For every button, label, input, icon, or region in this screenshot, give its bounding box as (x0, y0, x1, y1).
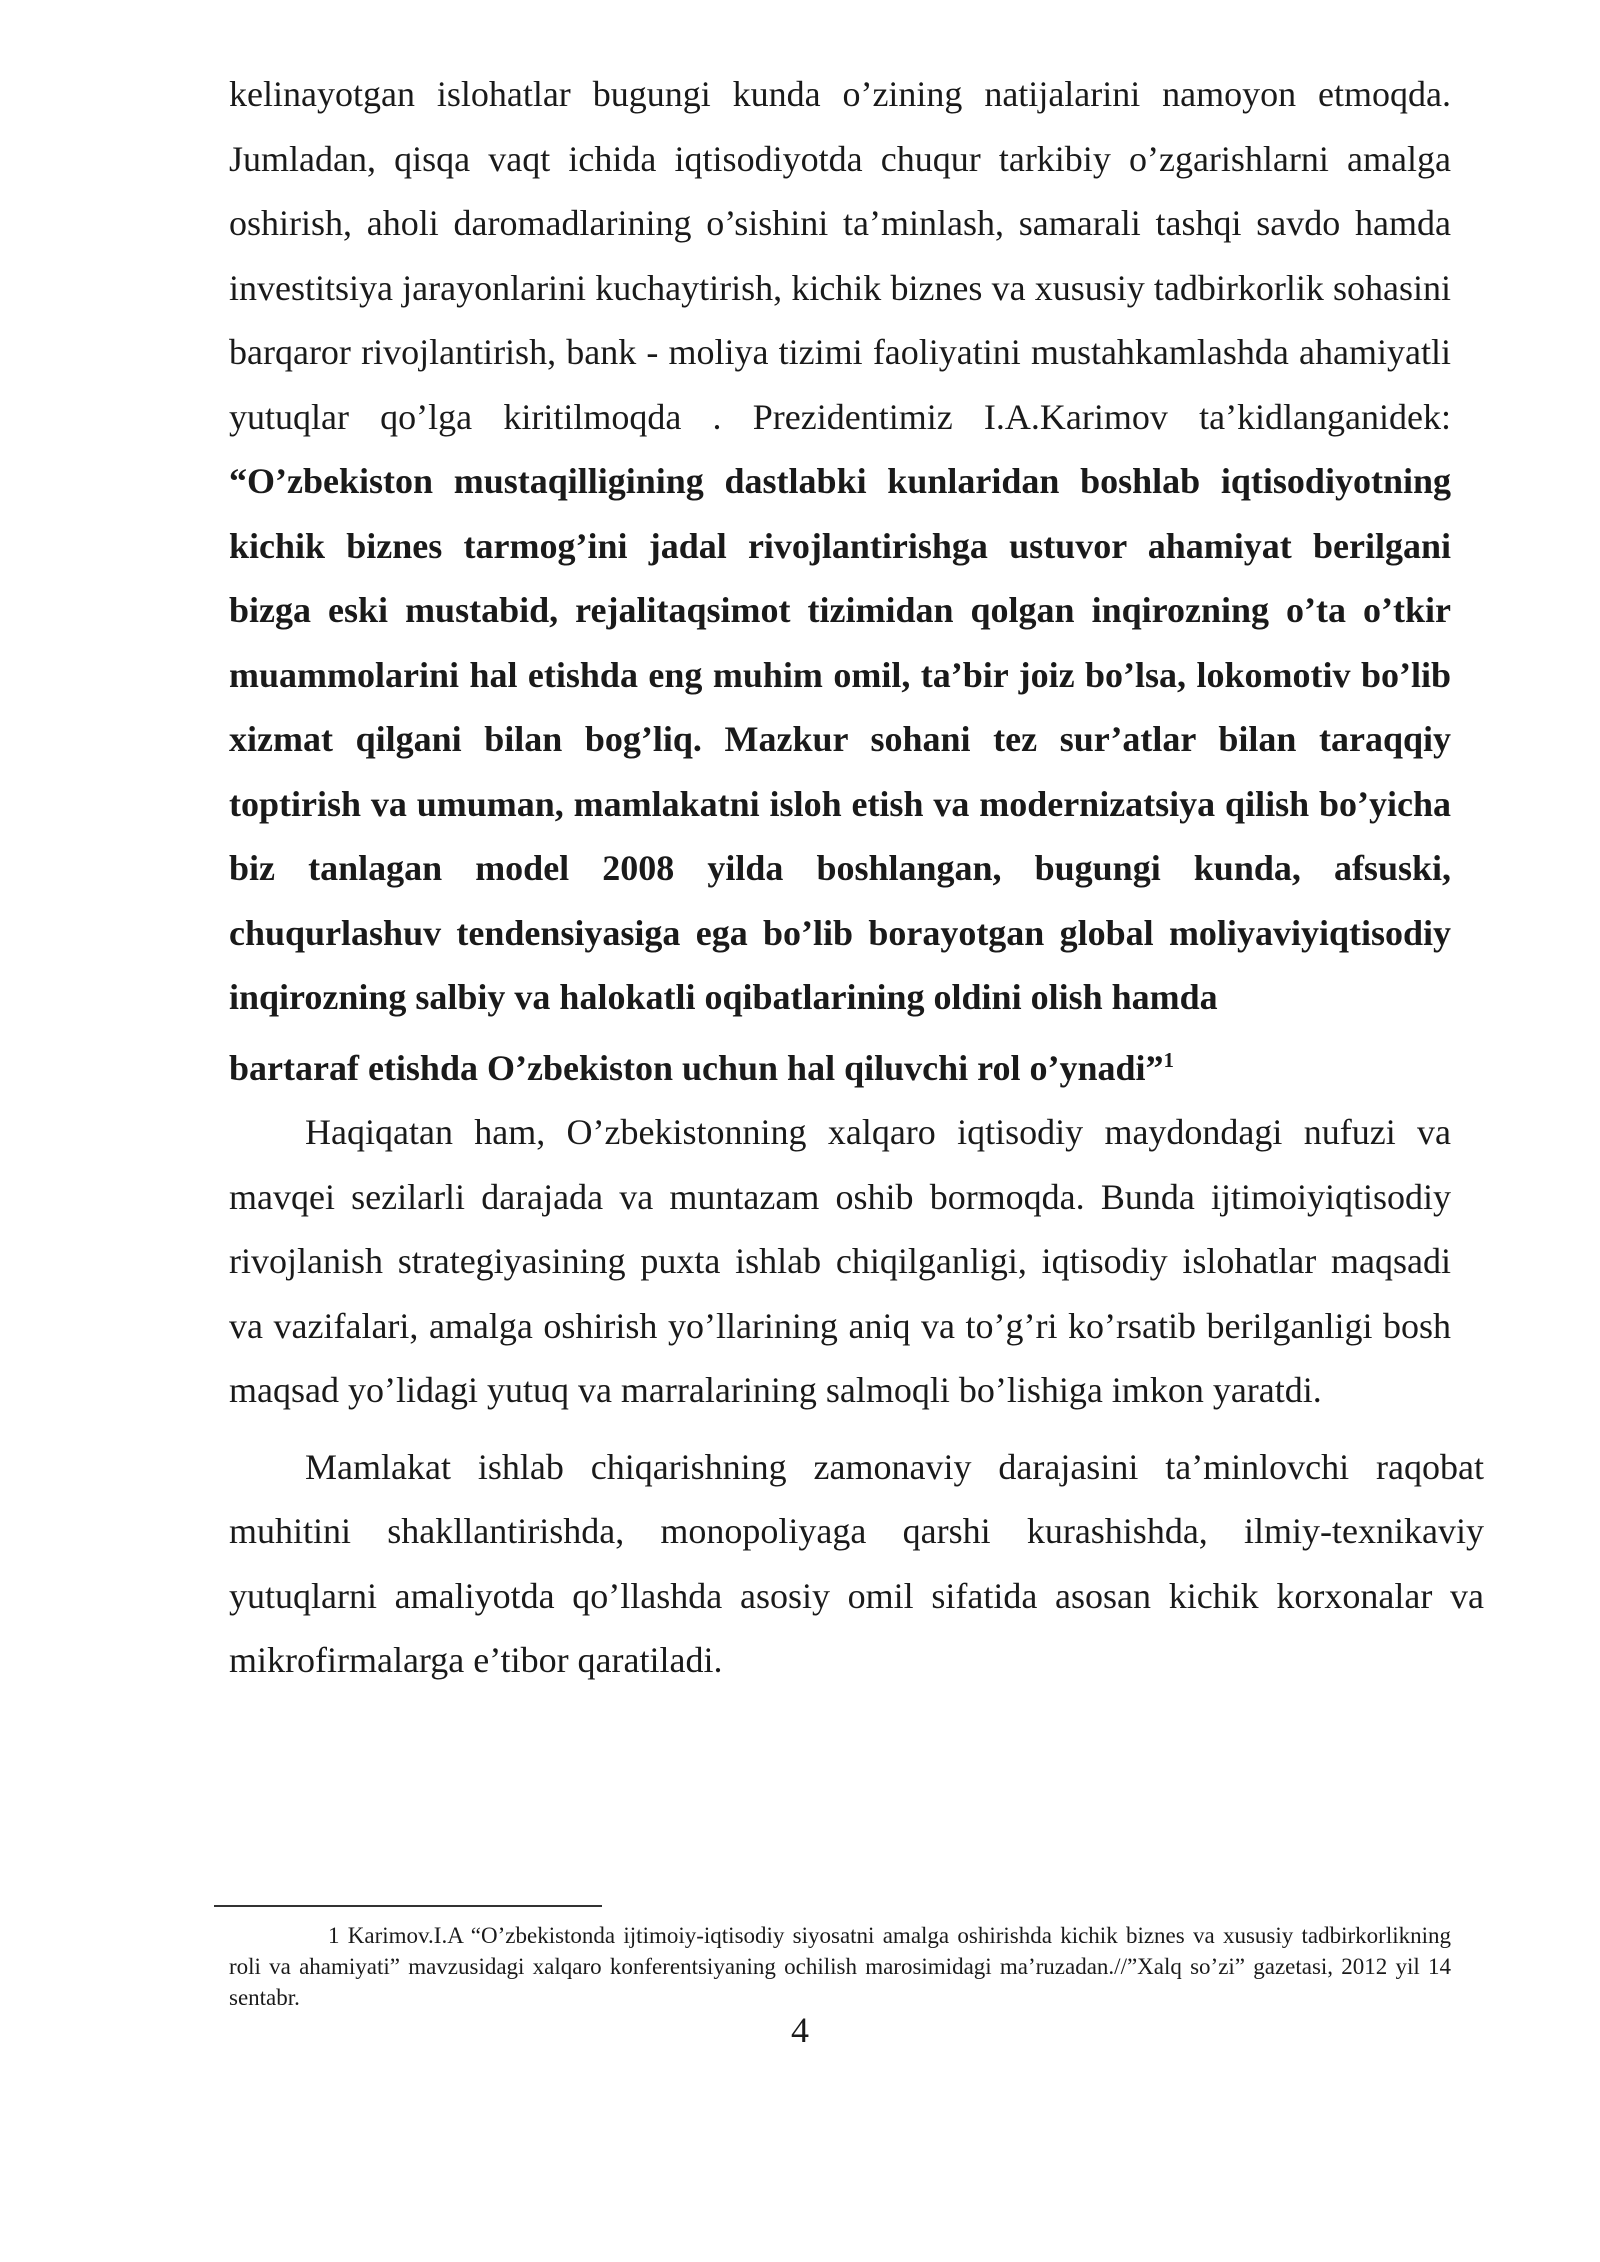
paragraph-2: Haqiqatan ham, O’zbekistonning xalqaro iqtisodiy maydondagi nufuzi va mavqei sezilarli darajada va muntazam oshib bormoqda. Bunda ijtimoiyiqtisodiy rivojlanish strategiyasining puxta ishlab chiqilganligi, iqtisodiy islohatlar maqsadi va vazifalari, amalga oshirish yo’llarining aniq va to’g’ri ko’rsatib berilganligi bosh maqsad yo’lidagi yutuq va marralarining salmoqli bo’lishiga imkon yaratdi. (229, 1112, 1451, 1410)
president-quote: “O’zbekiston mustaqilligining dastlabki kunlaridan boshlab iqtisodiyotning kichik biznes tarmog’ini jadal rivojlantirishga ustuvor ahamiyat berilgani bizga eski mustabid, rejalitaqsimot tizimidan qolgan inqirozning o’ta o’tkir muammolarini hal etishda eng muhim omil, ta’bir joiz bo’lsa, lokomotiv bo’lib xizmat qilgani bilan bog’liq. Mazkur sohani tez sur’atlar bilan taraqqiy toptirish va umuman, mamlakatni isloh etish va modernizatsiya qilish bo’yicha biz tanlagan model 2008 yilda boshlangan, bugungi kunda, afsuski, chuqurlashuv tendensiyasiga ega bo’lib borayotgan global moliyaviyiqtisodiy inqirozning salbiy va halokatli oqibatlarining oldini olish hamda (229, 461, 1451, 1017)
president-quote-tail: bartaraf etishda O’zbekiston uchun hal qiluvchi rol o’ynadi” (229, 1047, 1164, 1088)
president-quote-end (229, 1036, 1451, 1101)
paragraph-1-intro: kelinayotgan islohatlar bugungi kunda o’zining natijalarini namoyon etmoqda. Jumladan, qisqa vaqt ichida iqtisodiyotda chuqur tarkibiy o’zgarishlarni amalga oshirish, aholi daromadlarining o’sishini ta’minlash, samarali tashqi savdo hamda investitsiya jarayonlarini kuchaytirish, kichik biznes va xususiy tadbirkorlik sohasini barqaror rivojlantirish, bank - moliya tizimi faoliyatini mustahkamlashda ahamiyatli yutuqlar qo’lga kiritilmoqda . Prezidentimiz I.A.Karimov ta’kidlanganidek: (229, 74, 1451, 437)
footnote-separator (214, 1905, 602, 1907)
page-number: 4 (791, 2010, 809, 2050)
paragraph-1 (229, 62, 1451, 1030)
footnote-reference[interactable]: 1 (1163, 1047, 1174, 1072)
footnote: 1 Karimov.I.A “O’zbekistonda ijtimoiy-iqtisodiy siyosatni amalga oshirishda kichik biznes va xususiy tadbirkorlikning roli va ahamiyati” mavzusidagi xalqaro konferentsiyaning ochilish marosimidagi ma’ruzadan.//”Xalq so’zi” gazetasi, 2012 yil 14 sentabr. (229, 1923, 1451, 2010)
body-text (229, 62, 1484, 1693)
paragraph-3: Mamlakat ishlab chiqarishning zamonaviy darajasini ta’minlovchi raqobat muhitini shakllantirishda, monopoliyaga qarshi kurashishda, ilmiy-texnikaviy yutuqlarni amaliyotda qo’llashda asosiy omil sifatida asosan kichik korxonalar va mikrofirmalarga e’tibor qaratiladi. (229, 1446, 1484, 1680)
